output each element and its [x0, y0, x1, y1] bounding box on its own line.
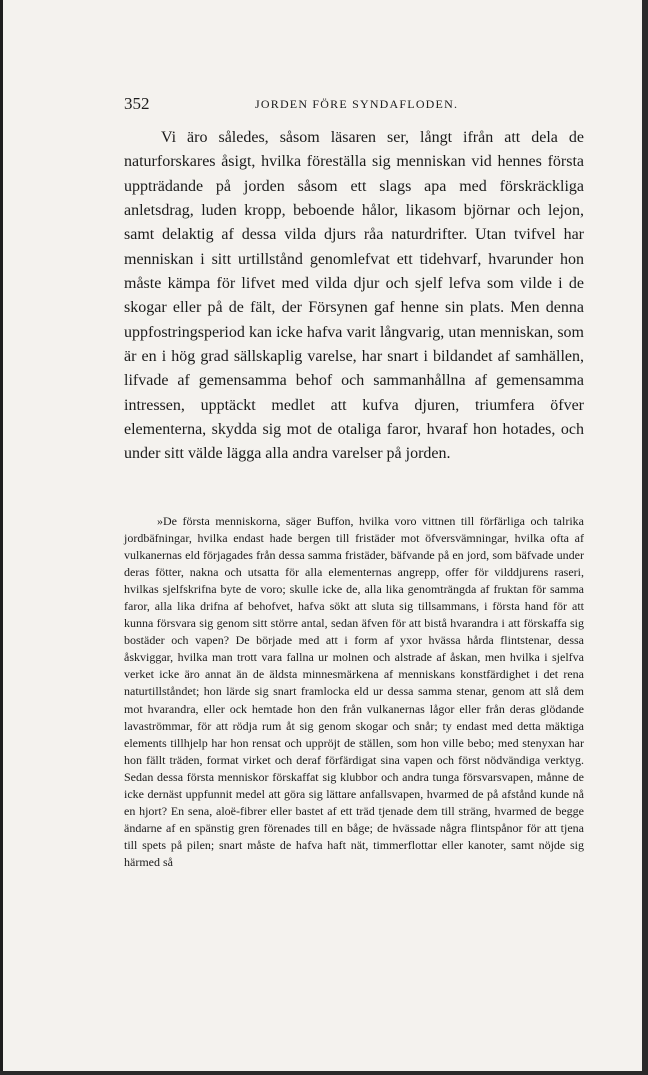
- running-head: JORDEN FÖRE SYNDAFLODEN.: [255, 97, 459, 111]
- scan-border-left: [0, 0, 3, 1075]
- page-header: [124, 94, 588, 114]
- scan-border-right: [642, 0, 648, 1075]
- main-paragraph: Vi äro således, såsom läsaren ser, långt ifrån att dela de naturforskares åsigt, hvilka föreställa sig menniskan vid hennes första uppträdande på jorden såsom ett slags apa med förskräckliga anletsdrag, luden kropp, beboende hålor, likasom björnar och lejon, samt delaktig af dessa vilda djurs råa naturdrifter. Utan tvifvel har menniskan i sitt urtillstånd genomlefvat ett tidehvarf, hvarunder hon måste kämpa för lifvet med vilda djur och sjelf lefva som vilde i de skogar eller på de fält, der Försynen gaf henne sin plats. Men denna uppfostringsperiod kan icke hafva varit långvarig, utan menniskan, som är en i hög grad sällskaplig varelse, har snart i bildandet af samhällen, lifvade af gemensamma behof och sammanhållna af gemensamma intressen, upptäckt medlet att kufva djuren, triumfera öfver elementerna, skydda sig mot de otaliga faror, hvaraf hon hotades, och under sitt välde lägga alla andra varelser på jorden.: [124, 129, 584, 463]
- scan-border-bottom: [0, 1071, 648, 1075]
- page-number: 352: [124, 94, 150, 113]
- quote-paragraph: »De första menniskorna, säger Buffon, hvilka voro vittnen till förfärliga och talrika jordbäfningar, hvilka endast hade bergen till fristäder mot öfversvämningar, hvilka ofta af vulkanernas eld förjagades från dessa samma fristäder, bäfvande på en jord, som bäfvade under deras fötter, nakna och utsatta för alla elementernas angrepp, offer för vilddjurens raseri, hvilkas sjelfskrifna byte de voro; skulle icke de, alla lika genomträngda af fruktan för samma faror, alla lika drifna af behofvet, hafva sökt att sluta sig tillsammans, i första hand för att kunna försvara sig genom sitt större antal, sedan äfven för att bistå hvarandra i att förskaffa sig bostäder och vapen? De började med att i form af yxor hvässa hårda flintstenar, dessa åskviggar, hvilka man trott vara fallna ur molnen och alstrade af åskan, men hvilka i sjelfva verket icke äro annat än de äldsta minnesmärkena af menniskans konstfärdighet i det rena naturtillståndet; hon lärde sig snart framlocka eld ur dessa samma stenar, genom att slå dem mot hvarandra, eller ock hemtade hon den från vulkanernas lågor eller från deras glödande lavaströmmar, för att rödja rum åt sig genom skogar och snår; ty endast med detta mäktiga elements tillhjelp har hon rensat och uppröjt de ställen, som hon ville bebo; med stenyxan har hon fällt träden, format virket och deraf förfärdigat sina vapen och först nödvändiga verktyg. Sedan dessa första menniskor förskaffat sig klubbor och andra tunga försvarsvapen, månne de icke dernäst uppfunnit medel att göra sig lättare anfallsvapen, hvarmed de på afstånd kunde nå en hjort? En sena, aloë-fibrer eller bastet af ett träd tjenade dem till sträng, hvarmed de begge ändarne af en spänstig gren förenades till en båge; de hvässade några flintspånor för att tjena till spets på pilen; snart måste de hafva haft nät, timmerflottar eller kanoter, samt nöjde sig härmed så: [124, 514, 584, 869]
